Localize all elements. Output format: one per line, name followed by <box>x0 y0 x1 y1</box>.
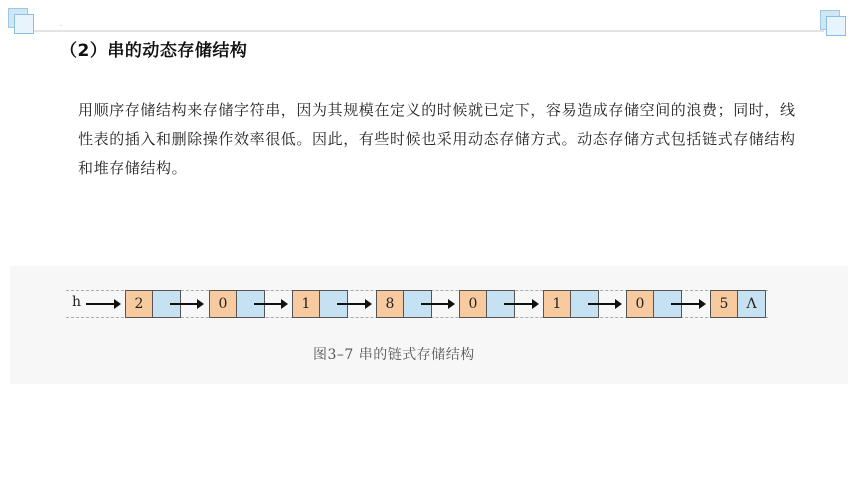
node-value: 0 <box>459 290 487 318</box>
null-pointer: Λ <box>738 290 766 318</box>
node-value: 0 <box>626 290 654 318</box>
head-pointer-label: h <box>72 294 82 310</box>
arrow-icon <box>254 299 288 309</box>
arrow-icon <box>170 299 204 309</box>
arrow-icon <box>504 299 539 309</box>
figure-caption: 图3–7 串的链式存储结构 <box>313 347 475 363</box>
node-value: 8 <box>376 290 404 318</box>
decorative-dot: . <box>60 21 62 28</box>
node-value: 5 <box>710 290 738 318</box>
node-value: 1 <box>292 290 320 318</box>
node-value: 0 <box>209 290 237 318</box>
header-divider <box>34 30 824 32</box>
figure-background <box>10 266 848 384</box>
arrow-icon <box>588 299 622 309</box>
node-value: 2 <box>125 290 153 318</box>
body-paragraph: 用顺序存储结构来存储字符串，因为其规模在定义的时候就已定下，容易造成存储空间的浪费；同时，线性表的插入和删除操作效率很低。因此，有些时候也采用动态存储方式。动态存储方式包括链式存储结构和堆存储结构。 <box>78 101 796 177</box>
arrow-icon <box>86 299 121 309</box>
arrow-icon <box>337 299 372 309</box>
list-node-tail <box>710 290 766 318</box>
section-heading: （2）串的动态存储结构 <box>60 41 248 61</box>
decorative-squares-icon <box>820 10 848 38</box>
arrow-icon <box>671 299 706 309</box>
arrow-icon <box>421 299 455 309</box>
decorative-squares-icon <box>8 8 36 36</box>
node-value: 1 <box>543 290 571 318</box>
